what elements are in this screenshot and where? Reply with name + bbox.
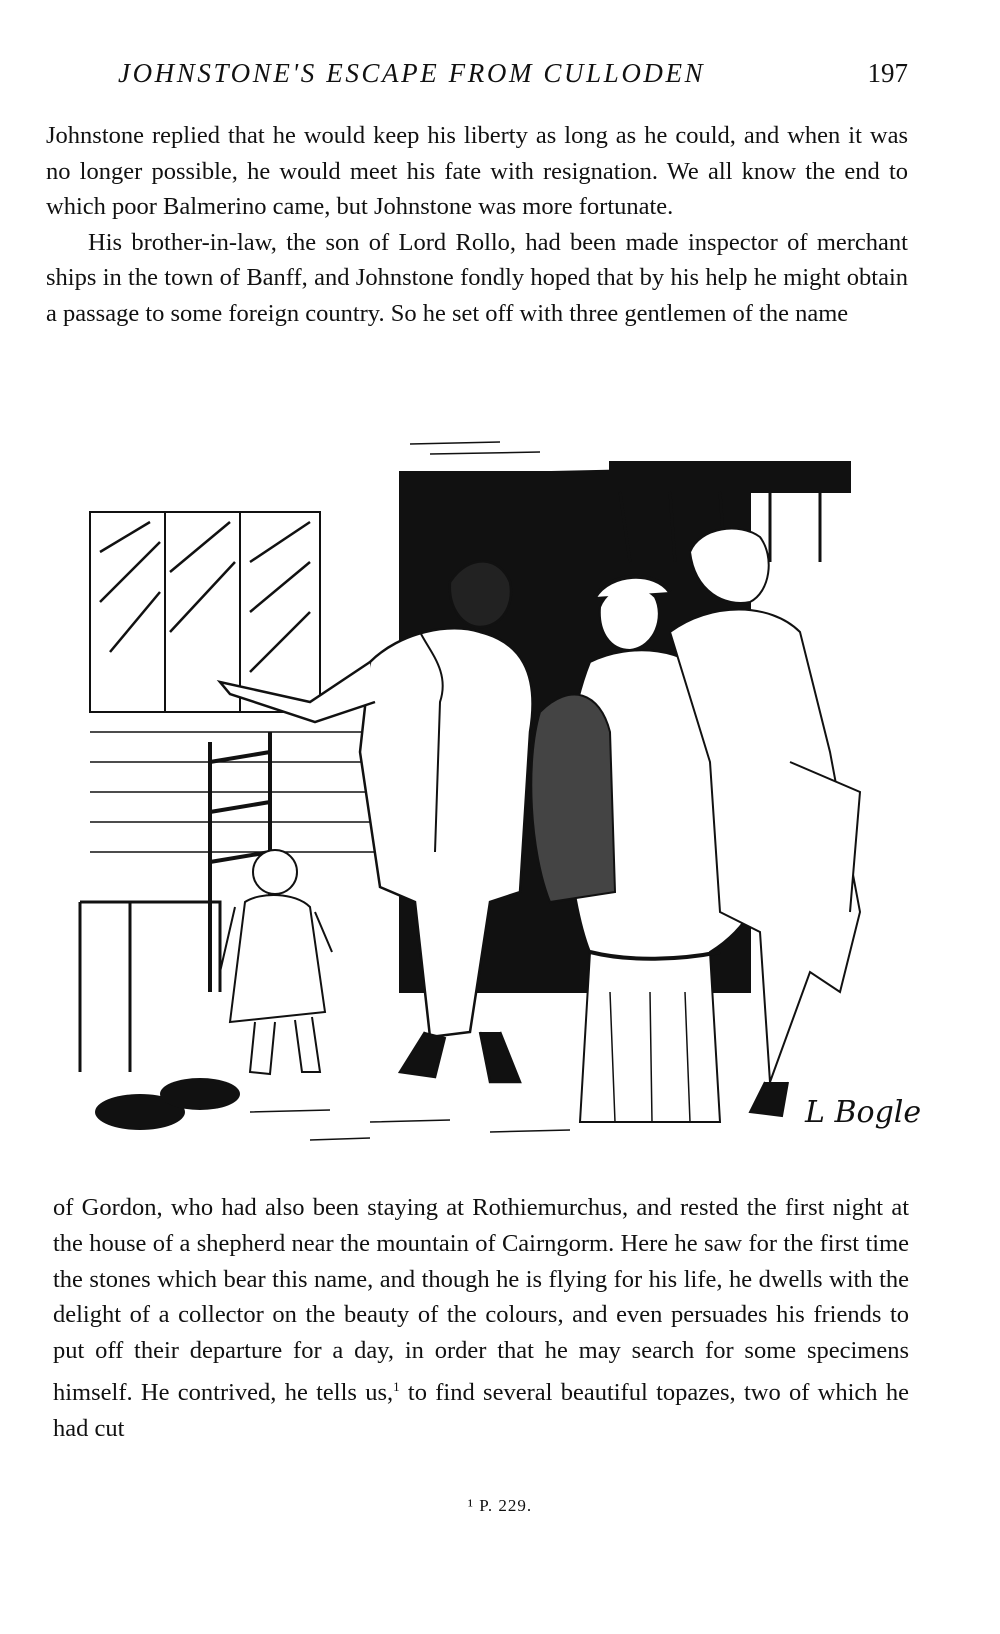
footnote-marker: 1 xyxy=(393,1378,400,1394)
paragraph-text-continued: to find several beautiful topazes, two of which he had cut xyxy=(53,1379,909,1442)
engraved-illustration xyxy=(70,432,930,1152)
body-text-top xyxy=(46,118,908,332)
paragraph: Johnstone replied that he would keep his liberty as long as he could, and when it was no longer possible, he would meet his fate with resignation. We all know the end to which poor Balmerino came, but Johnstone was more fortunate. xyxy=(46,122,908,221)
illustrator-signature: L Bogle xyxy=(805,1095,922,1130)
paragraph: His brother-in-law, the son of Lord Rollo, had been made inspector of merchant ships in the town of Banff, and Johnstone fondly hoped that by his help he might obtain a passage to some foreign country. So he set off with three gentlemen of the name xyxy=(46,228,908,327)
paragraph-text: of Gordon, who had also been staying at Rothiemurchus, and rested the first night at the house of a shepherd near the mountain of Cairngorm. Here he saw for the first time the stones which bear this name, and though he is flying for his life, he dwells with the delight of a collector on the beauty of the colours, and even persuades his friends to put off their departure for a day, in order that he may search for some specimens himself. He contrived, he tells us, xyxy=(53,1194,909,1407)
footnote: ¹ P. 229. xyxy=(467,1496,533,1515)
page-number: 197 xyxy=(867,58,908,88)
paragraph xyxy=(53,1190,909,1447)
running-header xyxy=(118,58,908,98)
body-text-bottom xyxy=(53,1190,909,1447)
running-title: JOHNSTONE'S ESCAPE FROM CULLODEN xyxy=(118,58,706,88)
